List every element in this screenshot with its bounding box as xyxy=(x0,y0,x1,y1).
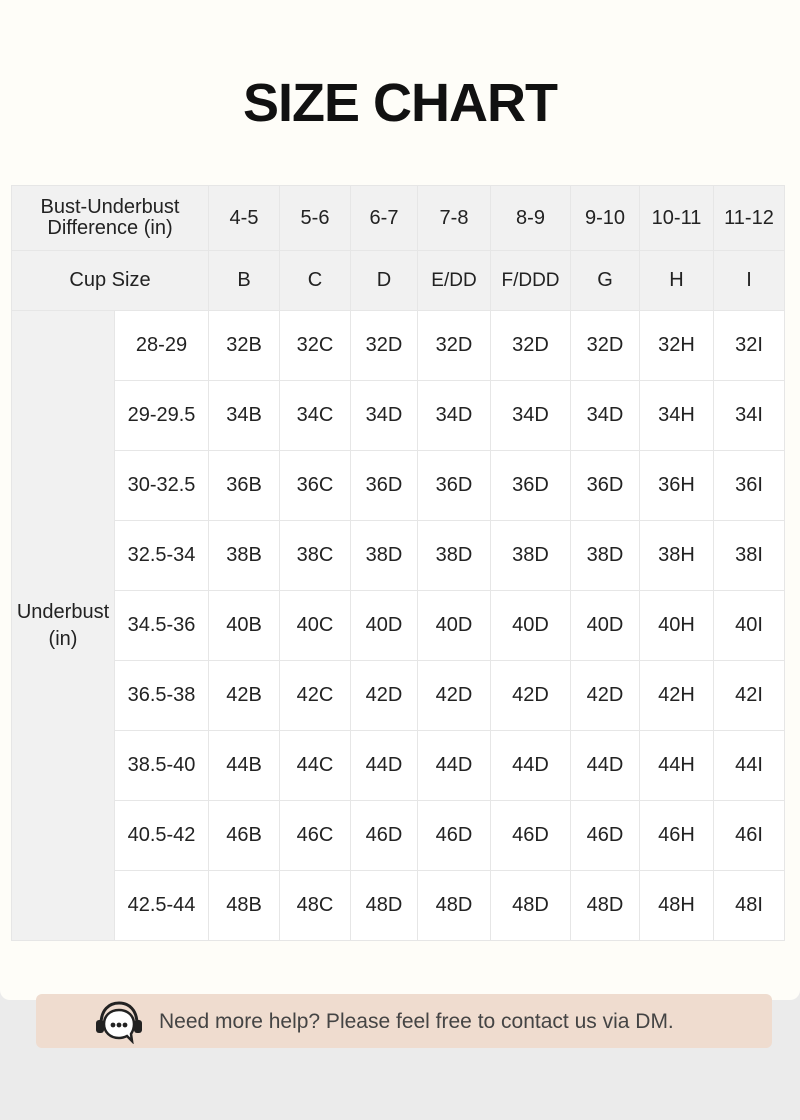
underbust-range-cell: 32.5-34 xyxy=(115,521,209,591)
size-cell: 44D xyxy=(571,731,640,801)
size-cell: 38D xyxy=(418,521,491,591)
size-cell: 36I xyxy=(714,451,785,521)
underbust-range-cell: 34.5-36 xyxy=(115,591,209,661)
table-row xyxy=(12,871,785,941)
size-cell: 48D xyxy=(351,871,418,941)
size-cell: 48D xyxy=(491,871,571,941)
size-cell: 44D xyxy=(418,731,491,801)
cup-header-cell: D xyxy=(351,251,418,311)
size-cell: 34D xyxy=(571,381,640,451)
size-cell: 48D xyxy=(418,871,491,941)
size-cell: 46D xyxy=(351,801,418,871)
size-cell: 48B xyxy=(209,871,280,941)
size-cell: 32I xyxy=(714,311,785,381)
underbust-range-cell: 29-29.5 xyxy=(115,381,209,451)
size-cell: 38D xyxy=(491,521,571,591)
size-cell: 32B xyxy=(209,311,280,381)
table-row xyxy=(12,661,785,731)
difference-header-cell: 4-5 xyxy=(209,186,280,251)
size-cell: 36D xyxy=(418,451,491,521)
size-cell: 40D xyxy=(491,591,571,661)
size-cell: 42I xyxy=(714,661,785,731)
underbust-range-cell: 40.5-42 xyxy=(115,801,209,871)
chat-support-icon xyxy=(92,998,146,1044)
table-row xyxy=(12,381,785,451)
cup-header-cell: C xyxy=(280,251,351,311)
size-cell: 32D xyxy=(418,311,491,381)
size-cell: 36D xyxy=(351,451,418,521)
size-cell: 38D xyxy=(351,521,418,591)
table-row xyxy=(12,521,785,591)
difference-header-cell: 9-10 xyxy=(571,186,640,251)
size-cell: 38H xyxy=(640,521,714,591)
difference-header-cell: 8-9 xyxy=(491,186,571,251)
size-cell: 40C xyxy=(280,591,351,661)
size-chart-table xyxy=(11,185,785,941)
size-cell: 36D xyxy=(491,451,571,521)
size-cell: 42H xyxy=(640,661,714,731)
size-cell: 36D xyxy=(571,451,640,521)
size-cell: 36B xyxy=(209,451,280,521)
size-cell: 34D xyxy=(351,381,418,451)
cup-header-cell: E/DD xyxy=(418,251,491,311)
difference-header-cell: 7-8 xyxy=(418,186,491,251)
size-cell: 36H xyxy=(640,451,714,521)
underbust-range-cell: 38.5-40 xyxy=(115,731,209,801)
size-cell: 48I xyxy=(714,871,785,941)
size-cell: 46B xyxy=(209,801,280,871)
help-banner[interactable] xyxy=(36,994,772,1048)
size-cell: 34B xyxy=(209,381,280,451)
size-cell: 42D xyxy=(351,661,418,731)
size-cell: 44D xyxy=(491,731,571,801)
size-cell: 40D xyxy=(351,591,418,661)
underbust-range-cell: 28-29 xyxy=(115,311,209,381)
size-cell: 32D xyxy=(571,311,640,381)
difference-header-cell: 6-7 xyxy=(351,186,418,251)
underbust-range-cell: 36.5-38 xyxy=(115,661,209,731)
difference-header-cell: 11-12 xyxy=(714,186,785,251)
size-cell: 44H xyxy=(640,731,714,801)
size-cell: 44C xyxy=(280,731,351,801)
size-cell: 34H xyxy=(640,381,714,451)
size-cell: 48C xyxy=(280,871,351,941)
size-cell: 42B xyxy=(209,661,280,731)
table-row xyxy=(12,591,785,661)
difference-header-cell: 10-11 xyxy=(640,186,714,251)
size-cell: 46D xyxy=(418,801,491,871)
underbust-range-cell: 42.5-44 xyxy=(115,871,209,941)
size-cell: 46D xyxy=(571,801,640,871)
size-cell: 46D xyxy=(491,801,571,871)
size-cell: 40D xyxy=(418,591,491,661)
size-cell: 40B xyxy=(209,591,280,661)
size-cell: 32H xyxy=(640,311,714,381)
size-cell: 32D xyxy=(351,311,418,381)
table-row xyxy=(12,451,785,521)
cup-header-cell: G xyxy=(571,251,640,311)
difference-header-row xyxy=(12,186,785,251)
help-text: Need more help? Please feel free to contact us via DM. xyxy=(159,1010,674,1033)
underbust-range-cell: 30-32.5 xyxy=(115,451,209,521)
size-cell: 46I xyxy=(714,801,785,871)
table-row xyxy=(12,731,785,801)
page-title: SIZE CHART xyxy=(243,73,557,133)
size-cell: 38D xyxy=(571,521,640,591)
table-row xyxy=(12,801,785,871)
size-cell: 42C xyxy=(280,661,351,731)
size-cell: 44D xyxy=(351,731,418,801)
cup-header-label: Cup Size xyxy=(12,251,209,311)
size-cell: 40D xyxy=(571,591,640,661)
size-cell: 40I xyxy=(714,591,785,661)
size-cell: 40H xyxy=(640,591,714,661)
size-cell: 34I xyxy=(714,381,785,451)
size-cell: 34D xyxy=(418,381,491,451)
size-cell: 48D xyxy=(571,871,640,941)
size-cell: 36C xyxy=(280,451,351,521)
size-cell: 42D xyxy=(571,661,640,731)
cup-header-cell: H xyxy=(640,251,714,311)
size-cell: 48H xyxy=(640,871,714,941)
table-row xyxy=(12,311,785,381)
cup-header-cell: I xyxy=(714,251,785,311)
difference-header-cell: 5-6 xyxy=(280,186,351,251)
difference-header-label: Bust-Underbust Difference (in) xyxy=(12,186,209,251)
size-cell: 46H xyxy=(640,801,714,871)
size-cell: 38I xyxy=(714,521,785,591)
underbust-side-label: Underbust (in) xyxy=(12,311,115,941)
size-cell: 42D xyxy=(491,661,571,731)
size-cell: 44B xyxy=(209,731,280,801)
size-cell: 38C xyxy=(280,521,351,591)
size-cell: 44I xyxy=(714,731,785,801)
size-cell: 34C xyxy=(280,381,351,451)
size-cell: 42D xyxy=(418,661,491,731)
size-cell: 38B xyxy=(209,521,280,591)
size-cell: 34D xyxy=(491,381,571,451)
cup-header-row xyxy=(12,251,785,311)
cup-header-cell: F/DDD xyxy=(491,251,571,311)
size-cell: 32C xyxy=(280,311,351,381)
size-cell: 32D xyxy=(491,311,571,381)
cup-header-cell: B xyxy=(209,251,280,311)
size-cell: 46C xyxy=(280,801,351,871)
